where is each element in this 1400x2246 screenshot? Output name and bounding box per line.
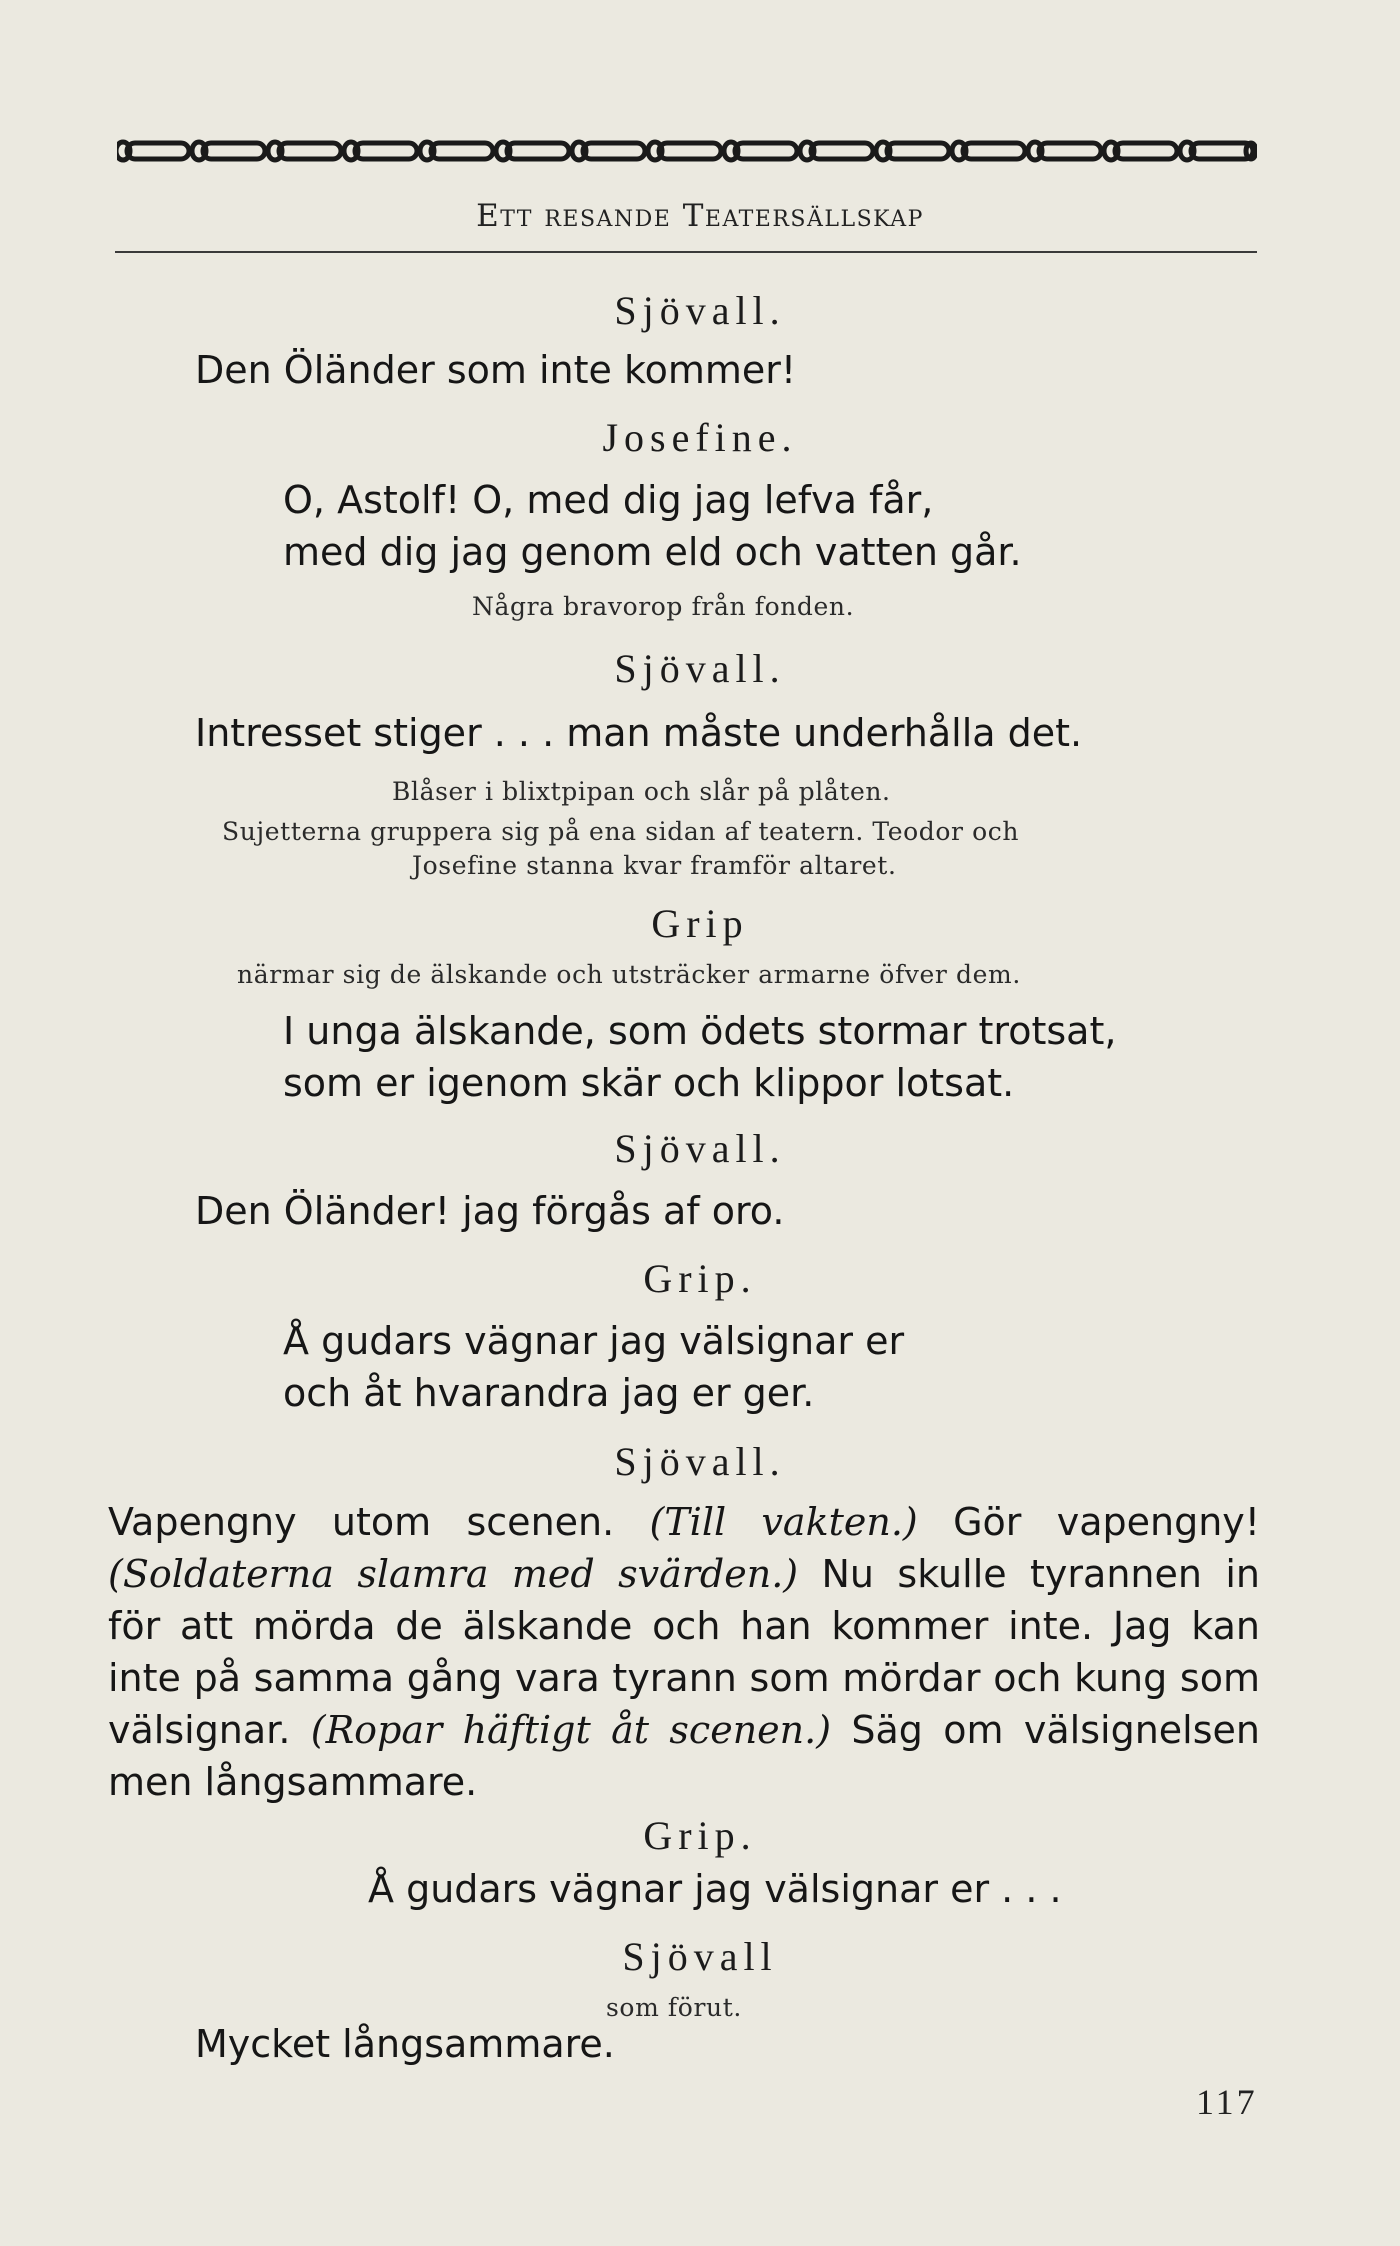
dialogue-line: Intresset stiger . . . man måste underhålla det. — [195, 711, 1083, 755]
ornament-ring — [496, 142, 510, 160]
ornament-link — [887, 143, 949, 159]
dialogue-line: Den Öländer! jag förgås af oro. — [195, 1189, 785, 1233]
prose-line: för att mörda de älskande och han kommer inte. Jag kan — [108, 1604, 1260, 1648]
dialogue-line: med dig jag genom eld och vatten går. — [283, 530, 1022, 574]
ornament-ring — [800, 142, 814, 160]
ornament-link — [431, 143, 493, 159]
page-number: 117 — [1196, 2082, 1258, 2122]
stage-direction: Några bravorop från fonden. — [472, 592, 855, 621]
dialogue-line: Mycket långsammare. — [195, 2022, 615, 2066]
stage-direction: Blåser i blixtpipan och slår på plåten. — [392, 777, 891, 806]
prose-line: inte på samma gång vara tyrann som mördar och kung som — [108, 1656, 1260, 1700]
running-head: Ett resande Teatersällskap — [476, 198, 924, 234]
ornament-link — [279, 143, 341, 159]
ornament-ring — [192, 142, 206, 160]
stage-direction: Sujetterna gruppera sig på ena sidan af teatern. Teodor och — [222, 817, 1020, 846]
speaker-name: Grip. — [643, 1256, 757, 1301]
dialogue-line: Den Öländer som inte kommer! — [195, 348, 797, 392]
header-rule — [115, 251, 1257, 253]
speaker-name: Grip — [651, 901, 749, 946]
prose-line: Vapengny utom scenen. (Till vakten.) Gör vapengny! — [108, 1500, 1261, 1544]
ornament-link — [1039, 143, 1101, 159]
ornament-link — [963, 143, 1025, 159]
ornament-ring — [1104, 142, 1118, 160]
prose-line: (Soldaterna slamra med svärden.) Nu skulle tyrannen in — [108, 1552, 1260, 1596]
ornament-link — [735, 143, 797, 159]
ornament-link — [203, 143, 265, 159]
ornament-link — [811, 143, 873, 159]
dialogue-line: som er igenom skär och klippor lotsat. — [283, 1061, 1015, 1105]
speaker-name: Sjövall. — [614, 288, 786, 333]
dialogue-line: O, Astolf! O, med dig jag lefva får, — [283, 478, 934, 522]
prose-line: välsignar. (Ropar häftigt åt scenen.) Säg om välsignelsen — [108, 1708, 1260, 1752]
prose-line: men långsammare. — [108, 1760, 478, 1804]
ornament-ring — [876, 142, 890, 160]
speaker-name: Sjövall — [622, 1934, 778, 1979]
ornament-ring — [952, 142, 966, 160]
ornament-ring — [1180, 142, 1194, 160]
ornament-ring — [724, 142, 738, 160]
ornament-ring — [268, 142, 282, 160]
speaker-name: Grip. — [643, 1813, 757, 1858]
ornament-link — [507, 143, 569, 159]
prose-paragraph — [108, 1496, 1260, 1808]
speaker-name: Sjövall. — [614, 1439, 786, 1484]
stage-direction: närmar sig de älskande och utsträcker armarne öfver dem. — [237, 960, 1021, 989]
dialogue-line: Å gudars vägnar jag välsignar er . . . — [368, 1867, 1062, 1911]
ornament-link — [127, 143, 189, 159]
ornament-link — [1115, 143, 1177, 159]
ornament-link — [355, 143, 417, 159]
ornament-link — [659, 143, 721, 159]
dialogue-line: I unga älskande, som ödets stormar trotsat, — [283, 1009, 1117, 1053]
speaker-name: Josefine. — [602, 415, 798, 460]
ornament-ring — [344, 142, 358, 160]
speaker-name: Sjövall. — [614, 1126, 786, 1171]
ornament-ring — [648, 142, 662, 160]
speaker-name: Sjövall. — [614, 646, 786, 691]
ornament-ring — [1028, 142, 1042, 160]
ornament-link — [583, 143, 645, 159]
ornament-ring — [117, 142, 130, 160]
stage-direction: Josefine stanna kvar framför altaret. — [412, 851, 897, 880]
dialogue-line: Å gudars vägnar jag välsignar er — [283, 1319, 905, 1363]
ornament-ring — [572, 142, 586, 160]
stage-direction: som förut. — [606, 1993, 742, 2022]
decorative-border-ornament — [117, 137, 1257, 165]
dialogue-line: och åt hvarandra jag er ger. — [283, 1371, 815, 1415]
ornament-ring — [420, 142, 434, 160]
